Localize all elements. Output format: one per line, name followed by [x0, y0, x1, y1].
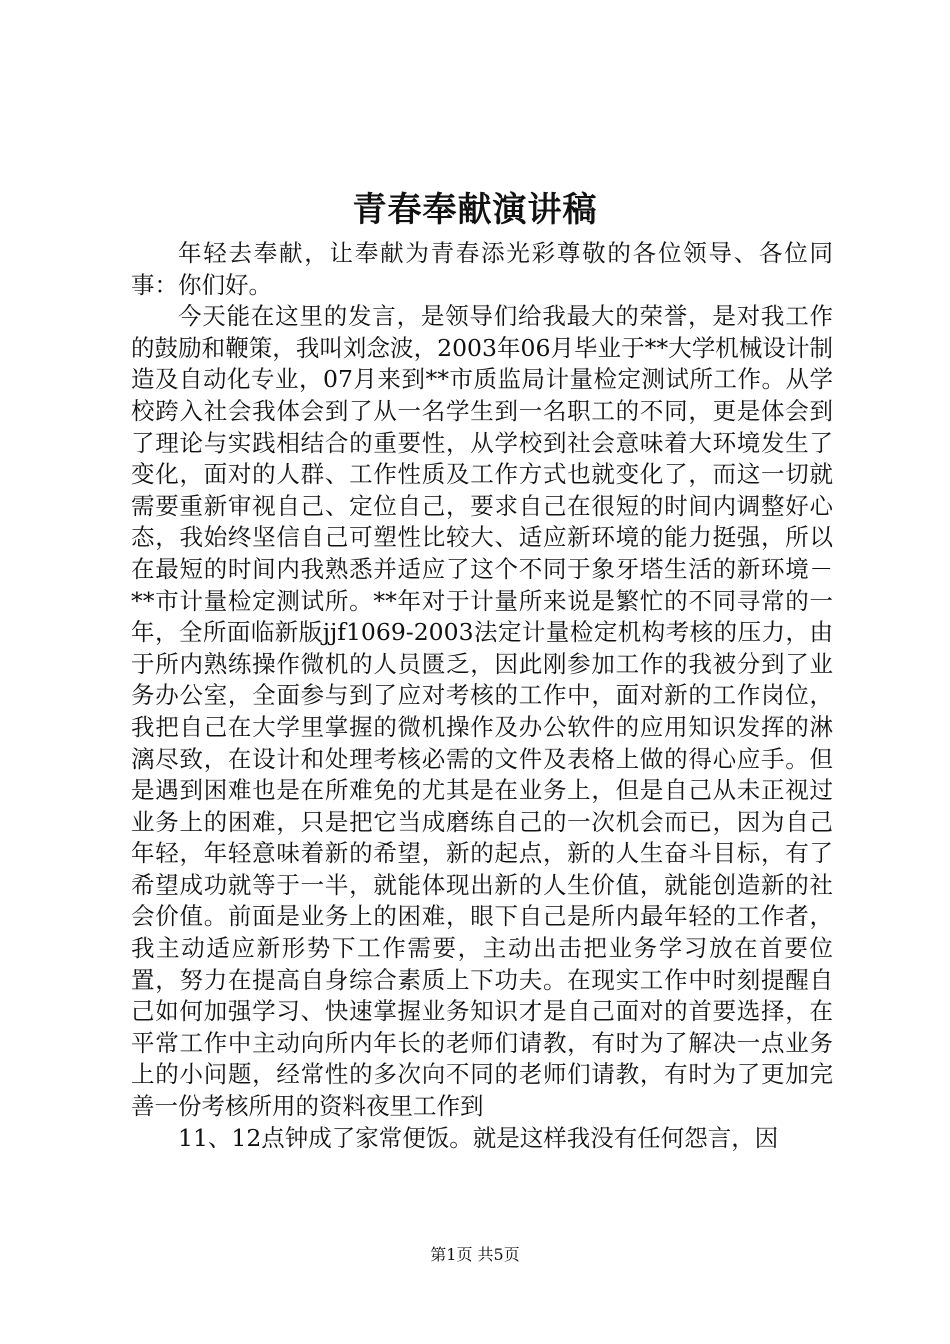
paragraph-greeting: 年轻去奉献，让奉献为青春添光彩尊敬的各位领导、各位同事：你们好。: [131, 239, 833, 299]
document-body: [131, 238, 833, 1154]
paragraph-continuation: 11、12点钟成了家常便饭。就是这样我没有任何怨言，因: [178, 1123, 779, 1152]
document-title: 青春奉献演讲稿: [352, 190, 598, 230]
page-footer: 第1页 共5页: [430, 1245, 520, 1264]
paragraph-main: 今天能在这里的发言，是领导们给我最大的荣誉，是对我工作的鼓励和鞭策，我叫刘念波，2003年06月毕业于**大学机械设计制造及自动化专业，07月来到**市质监局计量检定测试所工作。从学校跨入社会我体会到了从一名学生到一名职工的不同，更是体会到了理论与实践相结合的重要性，从学校到社会意味着大环境发生了变化，面对的人群、工作性质及工作方式也就变化了，而这一切就需要重新审视自己、定位自己，要求自己在很短的时间内调整好心态，我始终坚信自己可塑性比较大、适应新环境的能力挺强，所以在最短的时间内我熟悉并适应了这个不同于象牙塔生活的新环境－**市计量检定测试所。**年对于计量所来说是繁忙的不同寻常的一年，全所面临新版jjf1069-2003法定计量检定机构考核的压力，由于所内熟练操作微机的人员匮乏，因此刚参加工作的我被分到了业务办公室，全面参与到了应对考核的工作中，面对新的工作岗位，我把自己在大学里掌握的微机操作及办公软件的应用知识发挥的淋漓尽致，在设计和处理考核必需的文件及表格上做的得心应手。但是遇到困难也是在所难免的尤其是在业务上，但是自己从未正视过业务上的困难，只是把它当成磨练自己的一次机会而已，因为自己年轻，年轻意味着新的希望，新的起点，新的人生奋斗目标，有了希望成功就等于一半，就能体现出新的人生价值，就能创造新的社会价值。前面是业务上的困难，眼下自己是所内最年轻的工作者，我主动适应新形势下工作需要，主动出击把业务学习放在首要位置，努力在提高自身综合素质上下功夫。在现实工作中时刻提醒自己如何加强学习、快速掌握业务知识才是自己面对的首要选择，在平常工作中主动向所内年长的老师们请教，有时为了解决一点业务上的小问题，经常性的多次向不同的老师们请教，有时为了更加完善一份考核所用的资料夜里工作到: [131, 302, 833, 1121]
